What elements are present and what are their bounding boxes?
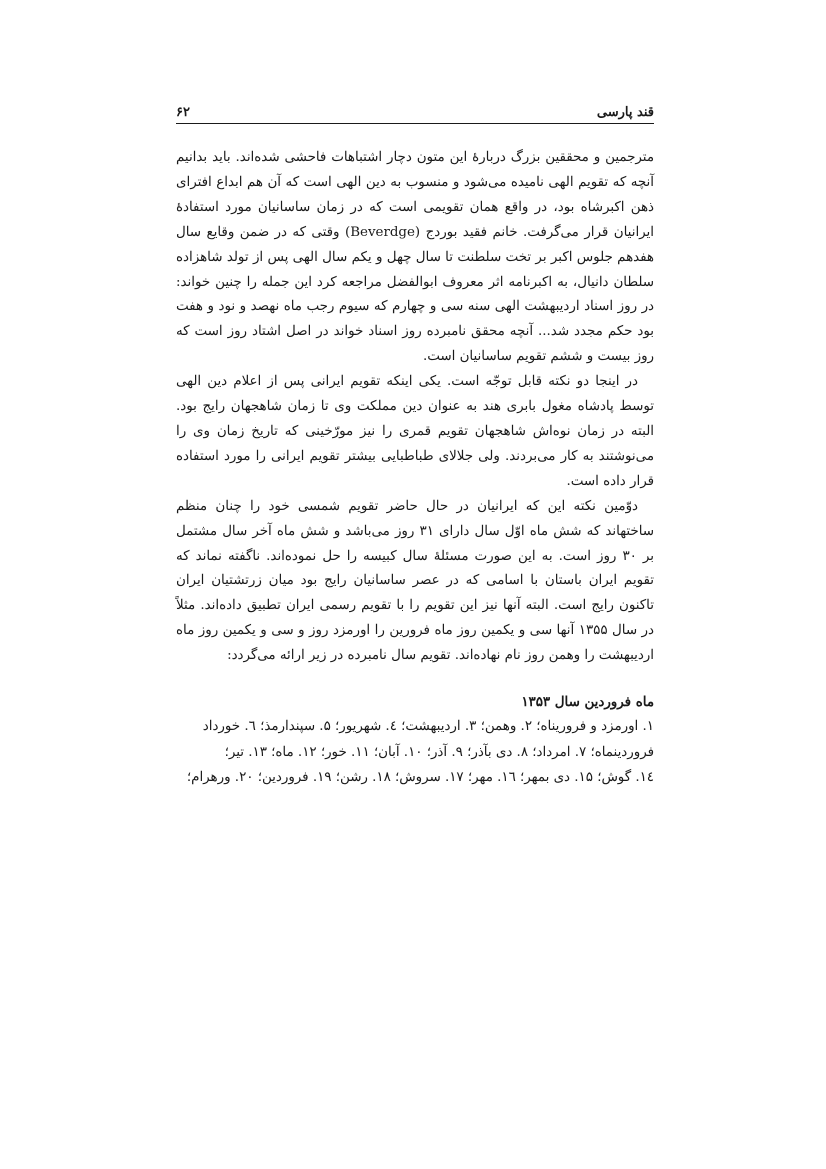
page-number: ۶۲	[176, 105, 190, 120]
paragraph-2: در اینجا دو نکته قابل توجّه است. یکی اینکه تقویم ایرانی پس از اعلام دین الهی توسط پادشاه مغول بابری هند به عنوان دین مملکت وی تا زمان شاهجهان رایج بود. البته در زمان نوه‌اش شاهجهان تقویم قمری را نیز مورّخینی که تاریخ زمان وی را می‌نوشتند به کار می‌بردند. ولی جلالای طباطبایی بیشتر تقویم ایرانی را مورد استفاده قرار داده است.	[176, 374, 654, 489]
running-header-title: قند پارسی	[596, 105, 654, 120]
running-header	[176, 96, 654, 124]
calendar-line-3: ۱٤. گوش؛ ۱۵. دی بمهر؛ ۱٦. مهر؛ ۱۷. سروش؛ ۱۸. رشن؛ ۱۹. فروردین؛ ۲۰. ورهرام؛	[186, 770, 654, 786]
section-heading: ماه فروردین سال ۱۳۵۳	[521, 694, 654, 711]
calendar-line-2: فروردینماه؛ ۷. امرداد؛ ۸. دی بآذر؛ ۹. آذر؛ ۱۰. آبان؛ ۱۱. خور؛ ۱۲. ماه؛ ۱۳. تیر؛	[224, 744, 654, 760]
book-page	[176, 96, 654, 791]
body-text	[176, 146, 654, 669]
paragraph-1: مترجمین و محققین بزرگ دربارهٔ این متون دچار اشتباهات فاحشی شده‌اند. باید بدانیم آنچه که تقویم الهی نامیده می‌شود و منسوب به دین الهی است که آن هم ابداع افترای ذهن اکبرشاه بود، در واقع همان تقویمی است که در زمان ساسانیان مورد استفادهٔ ایرانیان قرار می‌گرفت. خانم فقید بوردج (Beverdge) وقتی که در ضمن وقایع سال هفدهم جلوس اکبر بر تخت سلطنت تا سال چهل و یکم سال الهی پس از تولد شاهزاده سلطان دانیال، به اکبرنامه اثر معروف ابوالفضل مراجعه کرد این جمله را چنین خواند: در روز اسناد اردیبهشت الهی سنه سی و چهارم که سیوم رجب ماه نهصد و نود و هفت بود حکم مجدد شد... آنچه محقق نامبرده روز اسناد خواند در اصل اشتاد روز است که روز بیست و ششم تقویم ساسانیان است.	[176, 150, 654, 365]
paragraph-3: دوّمین نکته این که ایرانیان در حال حاضر تقویم شمسی خود را چنان منظم ساختهاند که شش ماه اوّل سال دارای ۳۱ روز می‌باشد و شش ماه آخر سال مشتمل بر ۳۰ روز است. به این صورت مسئلهٔ سال کبیسه را حل نموده‌اند. ناگفته نماند که تقویم ایران باستان با اسامی که در عصر ساسانیان رایج بود میان زرتشتیان ایران تاکنون رایج است. البته آنها نیز این تقویم را با تقویم رسمی ایران تطبیق داده‌اند. مثلاً در سال ۱۳۵۵ آنها سی و یکمین روز ماه فرورین را اورمزد روز و سی و یکمین روز ماه اردیبهشت را وهمن روز نام نهاده‌اند. تقویم سال نامبرده در زیر ارائه می‌گردد:	[176, 498, 654, 664]
calendar-line-1: ۱. اورمزد و فروریناه؛ ۲. وهمن؛ ۳. اردیبهشت؛ ٤. شهریور؛ ۵. سپندارمذ؛ ٦. خورداد	[202, 719, 654, 735]
calendar-day-list	[176, 714, 654, 791]
